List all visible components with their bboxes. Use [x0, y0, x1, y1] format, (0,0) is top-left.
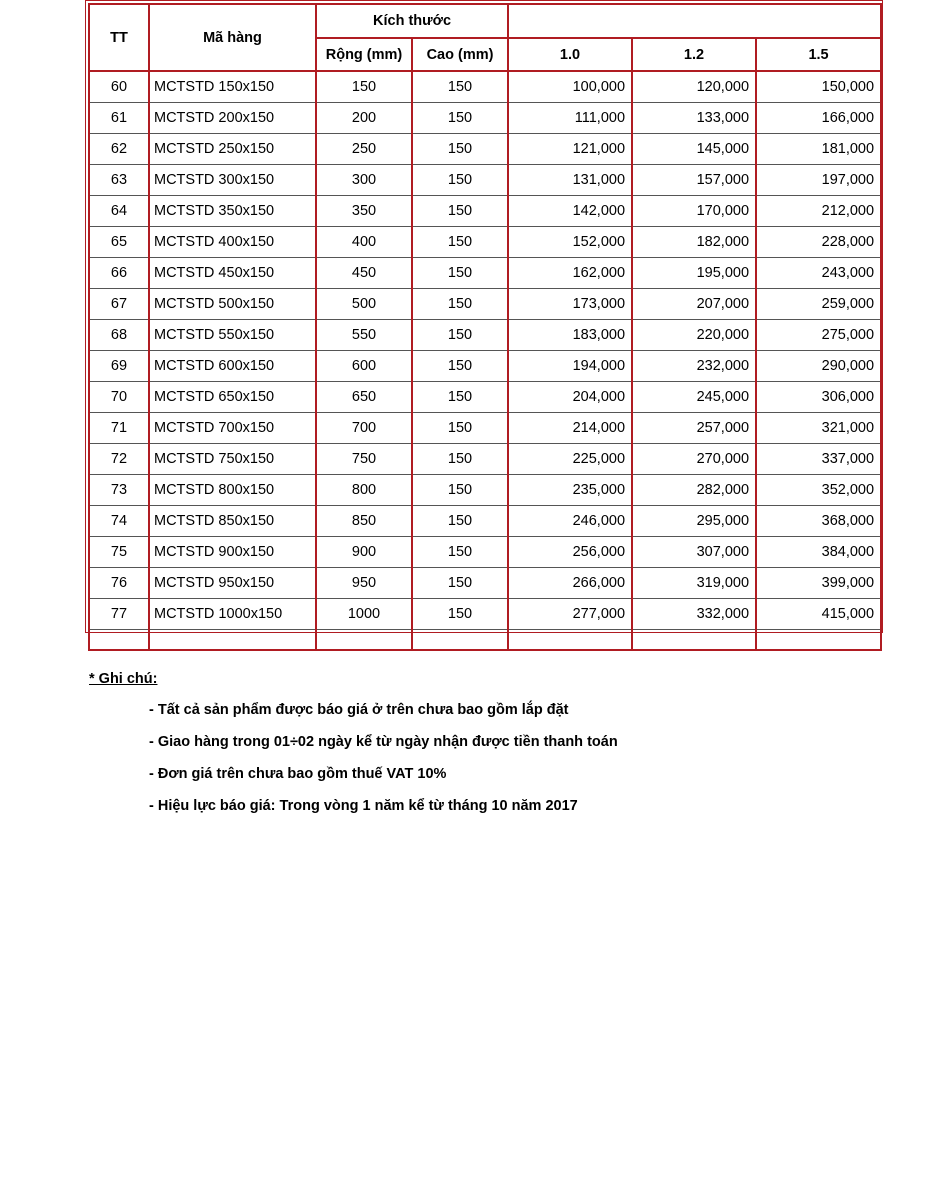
note-item: - Giao hàng trong 01÷02 ngày kể từ ngày nhận được tiền thanh toán — [149, 734, 618, 750]
cell-code: MCTSTD 750x150 — [149, 444, 316, 475]
table-row — [89, 351, 881, 382]
cell-price-1-5: 384,000 — [756, 537, 881, 568]
header-width: Rộng (mm) — [316, 38, 412, 71]
table-row — [89, 599, 881, 630]
cell-tt: 63 — [89, 165, 149, 196]
cell-price-1-5: 166,000 — [756, 103, 881, 134]
cell-code: MCTSTD 350x150 — [149, 196, 316, 227]
cell-price-1-0: 183,000 — [508, 320, 632, 351]
cell-height: 150 — [412, 599, 508, 630]
cell-height: 150 — [412, 196, 508, 227]
table-row — [89, 444, 881, 475]
table-row — [89, 506, 881, 537]
cell-price-1-2: 182,000 — [632, 227, 756, 258]
cell-price-1-2: 207,000 — [632, 289, 756, 320]
cell-price-1-5: 352,000 — [756, 475, 881, 506]
header-thickness-group — [508, 4, 881, 38]
cell-height: 150 — [412, 444, 508, 475]
cell-width: 250 — [316, 134, 412, 165]
cell-height: 150 — [412, 289, 508, 320]
cell-price-1-2: 245,000 — [632, 382, 756, 413]
cell-price-1-2: 270,000 — [632, 444, 756, 475]
cell-price-1-0: 100,000 — [508, 71, 632, 103]
table-row — [89, 196, 881, 227]
cell-tt: 65 — [89, 227, 149, 258]
cell-code: MCTSTD 450x150 — [149, 258, 316, 289]
cell-price-1-2: 232,000 — [632, 351, 756, 382]
cell-height: 150 — [412, 71, 508, 103]
cell-width: 800 — [316, 475, 412, 506]
cell-height: 150 — [412, 382, 508, 413]
cell-code: MCTSTD 300x150 — [149, 165, 316, 196]
price-table — [88, 3, 882, 651]
cell-price-1-2: 307,000 — [632, 537, 756, 568]
table-row — [89, 537, 881, 568]
cell-tt: 75 — [89, 537, 149, 568]
table-row — [89, 165, 881, 196]
cell-height: 150 — [412, 165, 508, 196]
cell-price-1-5: 228,000 — [756, 227, 881, 258]
header-code: Mã hàng — [149, 4, 316, 71]
cell-tt: 62 — [89, 134, 149, 165]
cell-price-1-5: 306,000 — [756, 382, 881, 413]
note-item: - Đơn giá trên chưa bao gồm thuế VAT 10% — [149, 766, 447, 782]
cell-height: 150 — [412, 475, 508, 506]
cell-width: 600 — [316, 351, 412, 382]
table-row — [89, 568, 881, 599]
cell-height: 150 — [412, 351, 508, 382]
table-row — [89, 289, 881, 320]
cell-price-1-5: 197,000 — [756, 165, 881, 196]
empty-cell — [89, 630, 149, 651]
cell-price-1-5: 290,000 — [756, 351, 881, 382]
cell-price-1-0: 225,000 — [508, 444, 632, 475]
cell-width: 200 — [316, 103, 412, 134]
cell-price-1-5: 321,000 — [756, 413, 881, 444]
empty-cell — [508, 630, 632, 651]
cell-width: 550 — [316, 320, 412, 351]
table-row — [89, 413, 881, 444]
cell-height: 150 — [412, 320, 508, 351]
cell-height: 150 — [412, 258, 508, 289]
cell-price-1-0: 266,000 — [508, 568, 632, 599]
cell-price-1-0: 111,000 — [508, 103, 632, 134]
cell-height: 150 — [412, 103, 508, 134]
cell-height: 150 — [412, 134, 508, 165]
empty-cell — [756, 630, 881, 651]
table-row — [89, 103, 881, 134]
cell-code: MCTSTD 800x150 — [149, 475, 316, 506]
cell-price-1-0: 194,000 — [508, 351, 632, 382]
cell-tt: 69 — [89, 351, 149, 382]
cell-price-1-5: 399,000 — [756, 568, 881, 599]
cell-price-1-0: 256,000 — [508, 537, 632, 568]
cell-price-1-2: 295,000 — [632, 506, 756, 537]
header-thickness-1-5: 1.5 — [756, 38, 881, 71]
cell-width: 300 — [316, 165, 412, 196]
cell-code: MCTSTD 150x150 — [149, 71, 316, 103]
cell-tt: 74 — [89, 506, 149, 537]
cell-width: 450 — [316, 258, 412, 289]
cell-tt: 77 — [89, 599, 149, 630]
notes-title: * Ghi chú: — [89, 671, 158, 687]
cell-width: 850 — [316, 506, 412, 537]
cell-tt: 72 — [89, 444, 149, 475]
cell-price-1-2: 170,000 — [632, 196, 756, 227]
table-row — [89, 258, 881, 289]
cell-width: 750 — [316, 444, 412, 475]
cell-price-1-2: 220,000 — [632, 320, 756, 351]
cell-price-1-2: 145,000 — [632, 134, 756, 165]
note-item: - Hiệu lực báo giá: Trong vòng 1 năm kể từ tháng 10 năm 2017 — [149, 798, 578, 814]
cell-price-1-5: 212,000 — [756, 196, 881, 227]
cell-price-1-0: 204,000 — [508, 382, 632, 413]
cell-price-1-5: 181,000 — [756, 134, 881, 165]
cell-price-1-2: 157,000 — [632, 165, 756, 196]
cell-tt: 67 — [89, 289, 149, 320]
empty-cell — [316, 630, 412, 651]
cell-code: MCTSTD 600x150 — [149, 351, 316, 382]
cell-width: 700 — [316, 413, 412, 444]
cell-code: MCTSTD 650x150 — [149, 382, 316, 413]
cell-width: 400 — [316, 227, 412, 258]
cell-height: 150 — [412, 227, 508, 258]
cell-price-1-5: 275,000 — [756, 320, 881, 351]
cell-price-1-5: 368,000 — [756, 506, 881, 537]
cell-height: 150 — [412, 413, 508, 444]
cell-width: 500 — [316, 289, 412, 320]
cell-price-1-2: 282,000 — [632, 475, 756, 506]
cell-price-1-2: 319,000 — [632, 568, 756, 599]
cell-price-1-0: 214,000 — [508, 413, 632, 444]
cell-price-1-5: 243,000 — [756, 258, 881, 289]
cell-price-1-2: 195,000 — [632, 258, 756, 289]
cell-tt: 60 — [89, 71, 149, 103]
cell-code: MCTSTD 250x150 — [149, 134, 316, 165]
cell-code: MCTSTD 200x150 — [149, 103, 316, 134]
notes-list — [89, 701, 889, 829]
table-row — [89, 71, 881, 103]
table-row — [89, 227, 881, 258]
cell-price-1-0: 131,000 — [508, 165, 632, 196]
cell-price-1-0: 173,000 — [508, 289, 632, 320]
cell-code: MCTSTD 850x150 — [149, 506, 316, 537]
cell-price-1-0: 162,000 — [508, 258, 632, 289]
note-item: - Tất cả sản phẩm được báo giá ở trên chưa bao gồm lắp đặt — [149, 702, 569, 718]
cell-code: MCTSTD 900x150 — [149, 537, 316, 568]
cell-price-1-0: 277,000 — [508, 599, 632, 630]
price-table-body — [89, 71, 881, 650]
cell-width: 900 — [316, 537, 412, 568]
header-tt: TT — [89, 4, 149, 71]
table-row — [89, 382, 881, 413]
header-thickness-1-0: 1.0 — [508, 38, 632, 71]
cell-width: 150 — [316, 71, 412, 103]
table-row — [89, 134, 881, 165]
cell-price-1-0: 246,000 — [508, 506, 632, 537]
cell-price-1-5: 415,000 — [756, 599, 881, 630]
empty-cell — [149, 630, 316, 651]
cell-price-1-2: 120,000 — [632, 71, 756, 103]
header-size: Kích thước — [316, 4, 508, 38]
cell-tt: 64 — [89, 196, 149, 227]
cell-code: MCTSTD 700x150 — [149, 413, 316, 444]
cell-price-1-5: 337,000 — [756, 444, 881, 475]
table-row-empty — [89, 630, 881, 651]
cell-price-1-5: 150,000 — [756, 71, 881, 103]
cell-code: MCTSTD 400x150 — [149, 227, 316, 258]
cell-tt: 66 — [89, 258, 149, 289]
cell-tt: 73 — [89, 475, 149, 506]
cell-code: MCTSTD 1000x150 — [149, 599, 316, 630]
cell-width: 950 — [316, 568, 412, 599]
cell-price-1-0: 121,000 — [508, 134, 632, 165]
cell-height: 150 — [412, 537, 508, 568]
cell-tt: 76 — [89, 568, 149, 599]
header-height: Cao (mm) — [412, 38, 508, 71]
cell-price-1-5: 259,000 — [756, 289, 881, 320]
cell-price-1-0: 235,000 — [508, 475, 632, 506]
table-row — [89, 320, 881, 351]
cell-width: 650 — [316, 382, 412, 413]
cell-tt: 70 — [89, 382, 149, 413]
cell-price-1-2: 332,000 — [632, 599, 756, 630]
cell-width: 350 — [316, 196, 412, 227]
price-table-frame — [85, 0, 883, 633]
cell-height: 150 — [412, 506, 508, 537]
notes-section — [89, 671, 889, 829]
table-row — [89, 475, 881, 506]
cell-price-1-2: 257,000 — [632, 413, 756, 444]
empty-cell — [632, 630, 756, 651]
cell-height: 150 — [412, 568, 508, 599]
cell-width: 1000 — [316, 599, 412, 630]
cell-code: MCTSTD 550x150 — [149, 320, 316, 351]
empty-cell — [412, 630, 508, 651]
cell-tt: 61 — [89, 103, 149, 134]
cell-tt: 71 — [89, 413, 149, 444]
header-thickness-1-2: 1.2 — [632, 38, 756, 71]
cell-code: MCTSTD 950x150 — [149, 568, 316, 599]
cell-price-1-0: 142,000 — [508, 196, 632, 227]
cell-price-1-0: 152,000 — [508, 227, 632, 258]
cell-price-1-2: 133,000 — [632, 103, 756, 134]
cell-code: MCTSTD 500x150 — [149, 289, 316, 320]
cell-tt: 68 — [89, 320, 149, 351]
